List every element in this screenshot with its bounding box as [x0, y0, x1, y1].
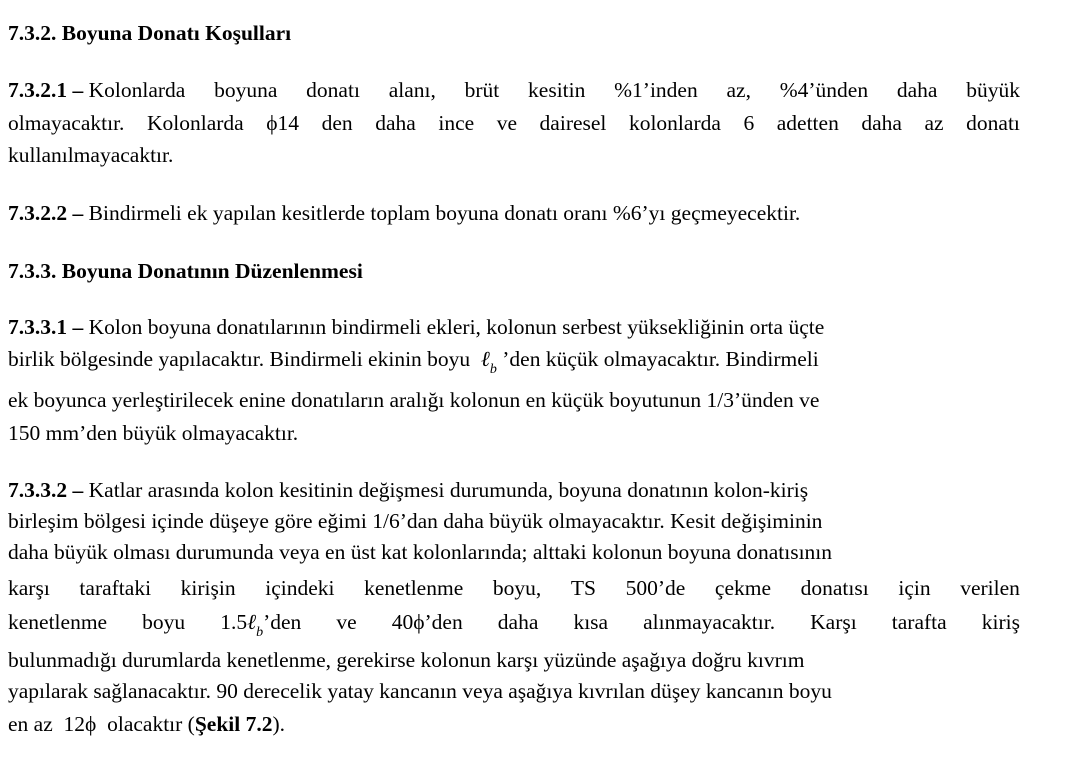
paragraph-7-3-3-2-line-4: karşı taraftaki kirişin içindeki kenetlenme boyu, TS 500’de çekme donatısı için verilen [8, 576, 1020, 600]
paragraph-7-3-3-2-line-3: daha büyük olması durumunda veya en üst kat kolonlarında; alttaki kolonun boyuna donatısının [8, 540, 833, 564]
paragraph-7-3-3-2-line-2: birleşim bölgesi içinde düşeye göre eğimi 1/6’dan daha büyük olmayacaktır. Kesit değişiminin [8, 509, 823, 533]
paragraph-7-3-3-2-line-8: en az 12ϕ olacaktır (Şekil 7.2). [8, 712, 286, 736]
paragraph-7-3-3-1-line-4: 150 mm’den büyük olmayacaktır. [8, 421, 299, 445]
anchorage-length-symbol: ℓ$_b$ [480, 347, 497, 377]
clause-number: 7.3.2.1 – [8, 78, 84, 102]
paragraph-7-3-2-1-line-1: 7.3.2.1 – Kolonlarda boyuna donatı alanı, brüt kesitin %1’inden az, %4’ünden daha büyük [8, 78, 1020, 102]
paragraph-7-3-2-1-line-3: kullanılmayacaktır. [8, 143, 174, 167]
section-heading-7-3-3: 7.3.3. Boyuna Donatının Düzenlenmesi [8, 259, 363, 283]
paragraph-7-3-3-2-line-5: kenetlenme boyu 1.5ℓ$_b$’den ve 40ϕ’den daha kısa alınmayacaktır. Karşı tarafta kiriş [8, 610, 1020, 640]
paragraph-7-3-3-2-line-6: bulunmadığı durumlarda kenetlenme, gerekirse kolonun karşı yüzünde aşağıya doğru kıvrım [8, 648, 805, 672]
clause-number: 7.3.3.2 – [8, 478, 84, 502]
paragraph-7-3-3-2-line-1: 7.3.3.2 – Katlar arasında kolon kesitinin değişmesi durumunda, boyuna donatının kolon-kiriş [8, 478, 809, 502]
paragraph-7-3-2-1-line-2: olmayacaktır. Kolonlarda ϕ14 den daha ince ve dairesel kolonlarda 6 adetten daha az donatı [8, 111, 1020, 135]
section-heading-7-3-2: 7.3.2. Boyuna Donatı Koşulları [8, 21, 292, 45]
paragraph-7-3-3-1-line-3: ek boyunca yerleştirilecek enine donatıların aralığı kolonun en küçük boyutunun 1/3’ünden ve [8, 388, 820, 412]
paragraph-7-3-3-1-line-2: birlik bölgesinde yapılacaktır. Bindirmeli ekinin boyu ℓ$_b$ ’den küçük olmayacaktır. Bindirmeli [8, 347, 819, 377]
anchorage-length-symbol: ℓ$_b$ [247, 610, 264, 640]
figure-reference: Şekil 7.2 [194, 712, 273, 736]
clause-number: 7.3.3.1 – [8, 315, 84, 339]
paragraph-7-3-3-1-line-1: 7.3.3.1 – Kolon boyuna donatılarının bindirmeli ekleri, kolonun serbest yüksekliğinin orta üçte [8, 315, 825, 339]
paragraph-7-3-2-2: 7.3.2.2 – Bindirmeli ek yapılan kesitlerde toplam boyuna donatı oranı %6’yı geçmeyecektir. [8, 201, 801, 225]
clause-number: 7.3.2.2 – [8, 201, 84, 225]
paragraph-7-3-3-2-line-7: yapılarak sağlanacaktır. 90 derecelik yatay kancanın veya aşağıya kıvrılan düşey kancanın boyu [8, 679, 832, 703]
